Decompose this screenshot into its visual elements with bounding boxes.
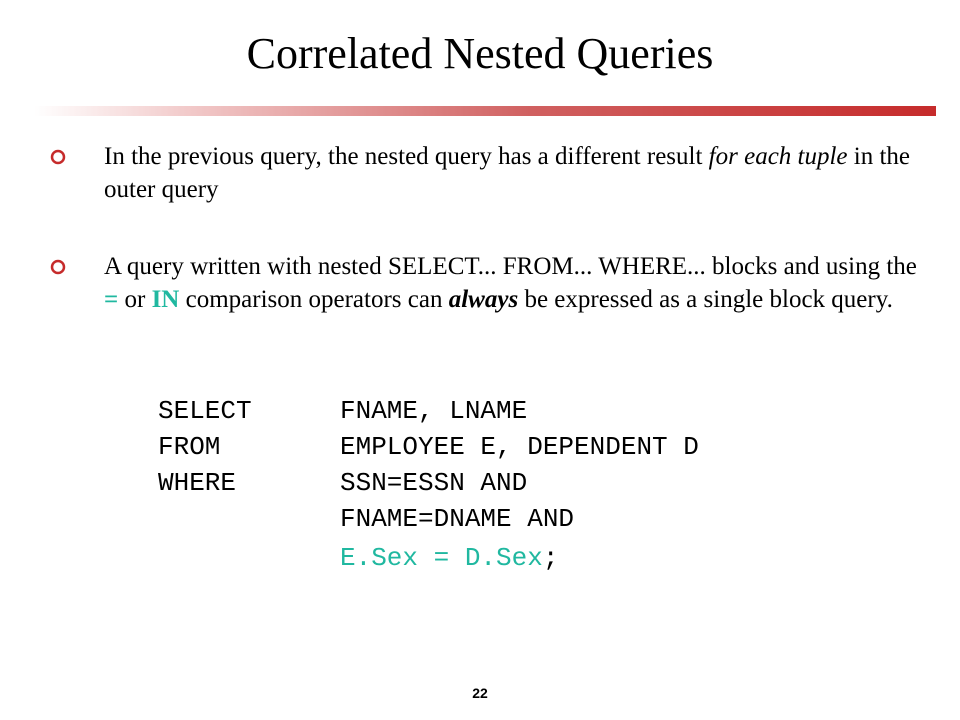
- bullet-text: [104, 250, 922, 316]
- sql-line-highlight: [158, 540, 558, 576]
- sql-line-where: [158, 465, 527, 501]
- bullet-icon: [50, 149, 66, 165]
- bullet-text-part: in the outer query: [104, 143, 911, 203]
- sql-keyword: FROM: [158, 432, 221, 462]
- sql-clause: EMPLOYEE E, DEPENDENT D: [340, 432, 699, 462]
- sql-line-condition: [158, 501, 574, 537]
- sql-keyword: SELECT: [158, 396, 252, 426]
- equals-operator: =: [104, 286, 119, 313]
- sql-terminator: ;: [542, 543, 559, 573]
- bullet-text-part: comparison operators can: [179, 286, 449, 313]
- bullet-text: [104, 140, 922, 206]
- bullet-item-2: [42, 250, 922, 316]
- page-number: 22: [472, 685, 488, 701]
- emphasis-text: for each tuple: [708, 143, 848, 170]
- slide-title: Correlated Nested Queries: [246, 29, 714, 78]
- sql-line-from: [158, 429, 699, 465]
- sql-clause: FNAME=DNAME AND: [340, 504, 575, 534]
- sql-line-select: [158, 393, 527, 429]
- emphasis-text: always: [448, 286, 519, 313]
- sql-keyword: WHERE: [158, 468, 237, 498]
- sql-highlighted-clause: E.Sex = D.Sex: [340, 543, 543, 573]
- bullet-text-part: be expressed as a single block query.: [518, 286, 893, 313]
- bullet-text-part: A query written with nested SELECT... FROM... WHERE... blocks and using the: [104, 253, 917, 280]
- sql-clause: SSN=ESSN AND: [340, 468, 528, 498]
- bullet-icon: [50, 259, 66, 275]
- bullet-text-part: or: [118, 286, 152, 313]
- bullet-text-part: In the previous query, the nested query has a different result: [104, 143, 709, 170]
- in-operator: IN: [151, 286, 180, 313]
- bullet-item-1: [42, 140, 922, 206]
- sql-clause: FNAME, LNAME: [340, 396, 528, 426]
- title-divider: [34, 106, 936, 116]
